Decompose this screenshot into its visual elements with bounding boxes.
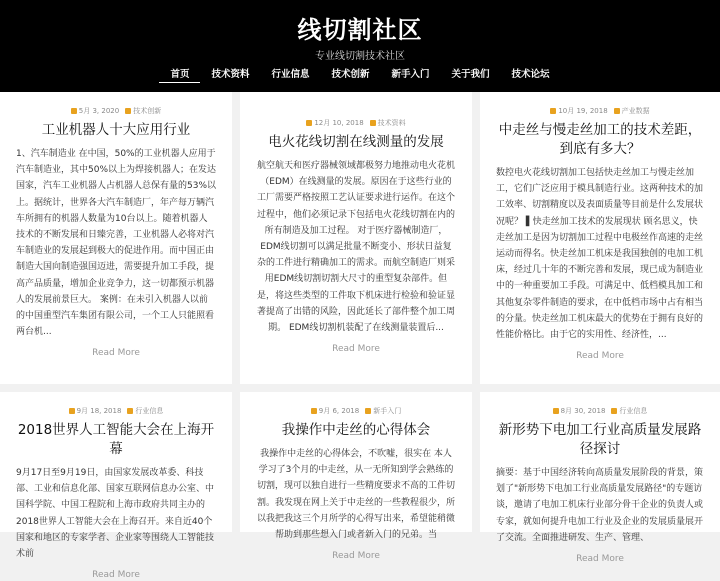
post-date-text: 10月 19, 2018 [558,107,608,115]
nav-home[interactable]: 首页 [159,68,200,83]
post-excerpt: 我操作中走丝的心得体会，不吹嘘，很实在 本人学习了3个月的中走丝，从一无所知到学会熟练的切割，现可以独自进行一些精度要求不高的工件切割。我发现在网上关于中走丝的一些教程很少，所以我把我这三个月所学的心得写出来，希望能稍微帮助到那些想入门或者新入门的兄弟。当 [256,449,455,541]
read-more-link[interactable]: Read More [332,551,380,562]
post-title[interactable]: 我操作中走丝的心得体会 [281,422,431,438]
nav-industry-info[interactable]: 行业信息 [271,69,310,80]
post-date[interactable] [311,406,359,416]
post-grid [0,92,720,581]
post-date[interactable] [71,106,119,116]
post-category-text: 技术资料 [377,119,406,127]
post-date[interactable] [553,406,606,416]
post-date[interactable] [306,118,363,128]
post-card [240,392,480,562]
post-excerpt: 9月17日至9月19日，由国家发展改革委、科技部、工业和信息化部、国家互联网信息办公室、中国科学院、中国工程院和上海市政府共同主办的2018世界人工智能大会在上海召开。来自近40个国家和地区的专家学者、企业家等围绕人工智能技术前 [16,468,215,560]
post-card [240,92,480,392]
post-category[interactable] [370,118,406,128]
post-date-text: 9月 6, 2018 [318,407,360,415]
post-category-text: 新手入门 [373,407,402,415]
post-date[interactable] [69,406,122,416]
post-category-text: 行业信息 [135,407,164,415]
read-more-link[interactable]: Read More [576,351,624,362]
post-title[interactable]: 2018世界人工智能大会在上海开幕 [17,422,215,457]
read-more-link[interactable]: Read More [92,348,140,359]
calendar-icon [311,408,317,414]
post-meta [16,406,216,416]
post-title[interactable]: 电火花线切割在线测量的发展 [268,134,444,150]
site-description: 专业线切割技术社区 [315,51,405,62]
post-title[interactable]: 中走丝与慢走丝加工的技术差距，到底有多大？ [498,122,702,157]
post-meta [16,106,216,116]
post-meta [256,406,456,416]
nav-forum[interactable]: 技术论坛 [511,69,550,80]
post-category[interactable] [611,406,647,416]
nav-beginner[interactable]: 新手入门 [391,69,430,80]
main-nav [0,68,720,83]
post-date-text: 12月 10, 2018 [314,119,364,127]
calendar-icon [69,408,75,414]
calendar-icon [550,108,556,114]
post-card [480,92,720,392]
post-date[interactable] [550,106,607,116]
post-category[interactable] [614,106,650,116]
post-excerpt: 数控电火花线切割加工包括快走丝加工与慢走丝加工，它们广泛应用于模具制造行业。这两种技术的加工效率、切割精度以及表面质量等目前是什么发展状况呢？ ▌快走丝加工技术的发展现状 顾名思义，快走丝加工是因为切割加工过程中电极丝作高速的走丝运动而得名。快走丝加工机床是我国独创的电加工机床，经过几十年的不断完善和发展，现已成为制造业中的一种重要加工手段。可满足中、低档模具加工和其他复杂零件制造的要求，在中低档市场中占有相当的分量。快走丝加工机床最大的优势在于拥有良好的性能价格比。由于它的实用性、经济性，... [496,168,704,341]
post-card [0,92,240,392]
nav-tech-docs[interactable]: 技术资料 [211,69,250,80]
post-date-text: 8月 30, 2018 [560,407,606,415]
post-category-text: 产业数据 [621,107,650,115]
post-title[interactable]: 工业机器人十大应用行业 [41,122,191,138]
folder-icon [127,408,133,414]
folder-icon [365,408,371,414]
folder-icon [125,108,131,114]
post-date-text: 9月 18, 2018 [76,407,122,415]
post-card [0,392,240,581]
post-excerpt: 航空航天和医疗器械领域都极努力地推动电火花机（EDM）在线测量的发展。原因在于这些行业的工厂需要严格按照工艺认证要求进行运作。在这个过程中，他们必须记录下包括电火花线切割在内的所有制造及加工过程。 对于医疗器械制造厂，EDM线切割可以满足批量不断变小、形状日益复杂的工件进行精确加工的需求。而航空制造厂则采用EDM线切割切割大尺寸的重型复杂部件。但是，将这些类型的工件取下机床进行检验和验证显著提高了出错的风险，因此延长了部件整个加工周期。 EDM线切割机装配了在线测量装置后... [256,161,455,334]
post-meta [496,406,704,416]
post-category[interactable] [125,106,161,116]
post-card [480,392,720,565]
folder-icon [611,408,617,414]
site-header [0,0,720,92]
calendar-icon [71,108,77,114]
nav-tech-innovation[interactable]: 技术创新 [331,69,370,80]
post-excerpt: 1、汽车制造业 在中国，50%的工业机器人应用于汽车制造业，其中50%以上为焊接机器人；在发达国家，汽车工业机器人占机器人总保有量的53%以上。据统计，世界各大汽车制造厂，年产每万辆汽车所拥有的机器人数量为10台以上。随着机器人技术的不断发展和日臻完善，工业机器人必将对汽车制造业的发展起到极大的促进作用。而中国正由制造大国向制造强国迈进，需要提升加工手段，提高产品质量，增加企业竞争力，这一切都预示机器人的发展前景巨大。 案例：在未引入机器人以前的中国重型汽车集团有限公司，一个工人只能照看两台机... [16,149,217,338]
post-excerpt: 摘要：基于中国经济转向高质量发展阶段的背景，策划了"新形势下电加工行业高质量发展路径"的专题访谈，邀请了电加工机床行业部分骨干企业的负责人或专家，就如何提升电加工行业及企业的发展质量展开了交流。全面推进研发、生产、管理、 [496,468,704,543]
folder-icon [370,120,376,126]
site-title[interactable]: 线切割社区 [297,16,423,44]
post-title[interactable]: 新形势下电加工行业高质量发展路径探讨 [498,422,702,457]
post-meta [256,118,456,128]
read-more-link[interactable]: Read More [332,344,380,355]
read-more-link[interactable]: Read More [576,554,624,565]
calendar-icon [553,408,559,414]
folder-icon [614,108,620,114]
post-category[interactable] [365,406,401,416]
post-meta [496,106,704,116]
nav-about[interactable]: 关于我们 [451,69,490,80]
post-date-text: 5月 3, 2020 [78,107,120,115]
post-category[interactable] [127,406,163,416]
calendar-icon [306,120,312,126]
post-category-text: 行业信息 [619,407,648,415]
read-more-link[interactable]: Read More [92,570,140,581]
post-category-text: 技术创新 [133,107,162,115]
